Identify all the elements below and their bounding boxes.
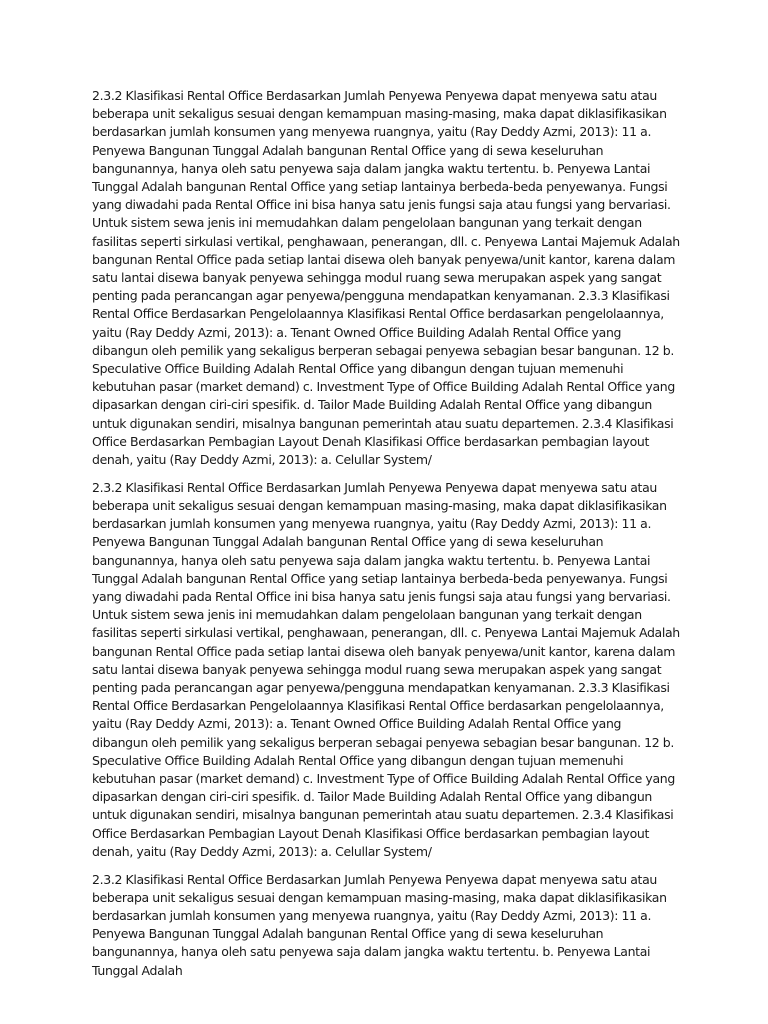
paragraph-3: 2.3.2 Klasifikasi Rental Office Berdasarkan Jumlah Penyewa Penyewa dapat menyewa satu atau beberapa unit sekaligus sesuai dengan kemampuan masing-masing, maka dapat diklasifikasikan berdasarkan jumlah konsumen yang menyewa ruangnya, yaitu (Ray Deddy Azmi, 2013): 11 a. Penyewa Bangunan Tunggal Adalah bangunan Rental Office yang di sewa keseluruhan bangunannya, hanya oleh satu penyewa saja dalam jangka waktu tertentu. b. Penyewa Lantai Tunggal Adalah xyxy=(92,871,667,978)
paragraph-1: 2.3.2 Klasifikasi Rental Office Berdasarkan Jumlah Penyewa Penyewa dapat menyewa satu atau beberapa unit sekaligus sesuai dengan kemampuan masing-masing, maka dapat diklasifikasikan berdasarkan jumlah konsumen yang menyewa ruangnya, yaitu (Ray Deddy Azmi, 2013): 11 a. Penyewa Bangunan Tunggal Adalah bangunan Rental Office yang di sewa keseluruhan bangunannya, hanya oleh satu penyewa saja dalam jangka waktu tertentu. b. Penyewa Lantai Tunggal Adalah bangunan Rental Office yang setiap lantainya berbeda-beda penyewanya. Fungsi yang diwadahi pada Rental Office ini bisa hanya satu jenis fungsi saja atau fungsi yang bervariasi. Untuk sistem sewa jenis ini memudahkan dalam pengelolaan bangunan yang terkait dengan fasilitas seperti sirkulasi vertikal, penghawaan, penerangan, dll. c. Penyewa Lantai Majemuk Adalah bangunan Rental Office pada setiap lantai disewa oleh banyak penyewa/unit kantor, karena dalam satu lantai disewa banyak penyewa sehingga modul ruang sewa merupakan aspek yang sangat penting pada perancangan agar penyewa/pengguna mendapatkan kenyamanan. 2.3.3 Klasifikasi Rental Office Berdasarkan Pengelolaannya Klasifikasi Rental Office berdasarkan pengelolaannya, yaitu (Ray Deddy Azmi, 2013): a. Tenant Owned Office Building Adalah Rental Office yang dibangun oleh pemilik yang sekaligus berperan sebagai penyewa sebagian besar bangunan. 12 b. Speculative Office Building Adalah Rental Office yang dibangun dengan tujuan memenuhi kebutuhan pasar (market demand) c. Investment Type of Office Building Adalah Rental Office yang dipasarkan dengan ciri-ciri spesifik. d. Tailor Made Building Adalah Rental Office yang dibangun untuk digunakan sendiri, misalnya bangunan pemerintah atau suatu departemen. 2.3.4 Klasifikasi Office Berdasarkan Pembagian Layout Denah Klasifikasi Office berdasarkan pembagian layout denah, yaitu (Ray Deddy Azmi, 2013): a. Celullar System/ xyxy=(92,88,680,468)
paragraph-2: 2.3.2 Klasifikasi Rental Office Berdasarkan Jumlah Penyewa Penyewa dapat menyewa satu atau beberapa unit sekaligus sesuai dengan kemampuan masing-masing, maka dapat diklasifikasikan berdasarkan jumlah konsumen yang menyewa ruangnya, yaitu (Ray Deddy Azmi, 2013): 11 a. Penyewa Bangunan Tunggal Adalah bangunan Rental Office yang di sewa keseluruhan bangunannya, hanya oleh satu penyewa saja dalam jangka waktu tertentu. b. Penyewa Lantai Tunggal Adalah bangunan Rental Office yang setiap lantainya berbeda-beda penyewanya. Fungsi yang diwadahi pada Rental Office ini bisa hanya satu jenis fungsi saja atau fungsi yang bervariasi. Untuk sistem sewa jenis ini memudahkan dalam pengelolaan bangunan yang terkait dengan fasilitas seperti sirkulasi vertikal, penghawaan, penerangan, dll. c. Penyewa Lantai Majemuk Adalah bangunan Rental Office pada setiap lantai disewa oleh banyak penyewa/unit kantor, karena dalam satu lantai disewa banyak penyewa sehingga modul ruang sewa merupakan aspek yang sangat penting pada perancangan agar penyewa/pengguna mendapatkan kenyamanan. 2.3.3 Klasifikasi Rental Office Berdasarkan Pengelolaannya Klasifikasi Rental Office berdasarkan pengelolaannya, yaitu (Ray Deddy Azmi, 2013): a. Tenant Owned Office Building Adalah Rental Office yang dibangun oleh pemilik yang sekaligus berperan sebagai penyewa sebagian besar bangunan. 12 b. Speculative Office Building Adalah Rental Office yang dibangun dengan tujuan memenuhi kebutuhan pasar (market demand) c. Investment Type of Office Building Adalah Rental Office yang dipasarkan dengan ciri-ciri spesifik. d. Tailor Made Building Adalah Rental Office yang dibangun untuk digunakan sendiri, misalnya bangunan pemerintah atau suatu departemen. 2.3.4 Klasifikasi Office Berdasarkan Pembagian Layout Denah Klasifikasi Office berdasarkan pembagian layout denah, yaitu (Ray Deddy Azmi, 2013): a. Celullar System/ xyxy=(92,479,680,859)
document-body xyxy=(92,87,680,978)
